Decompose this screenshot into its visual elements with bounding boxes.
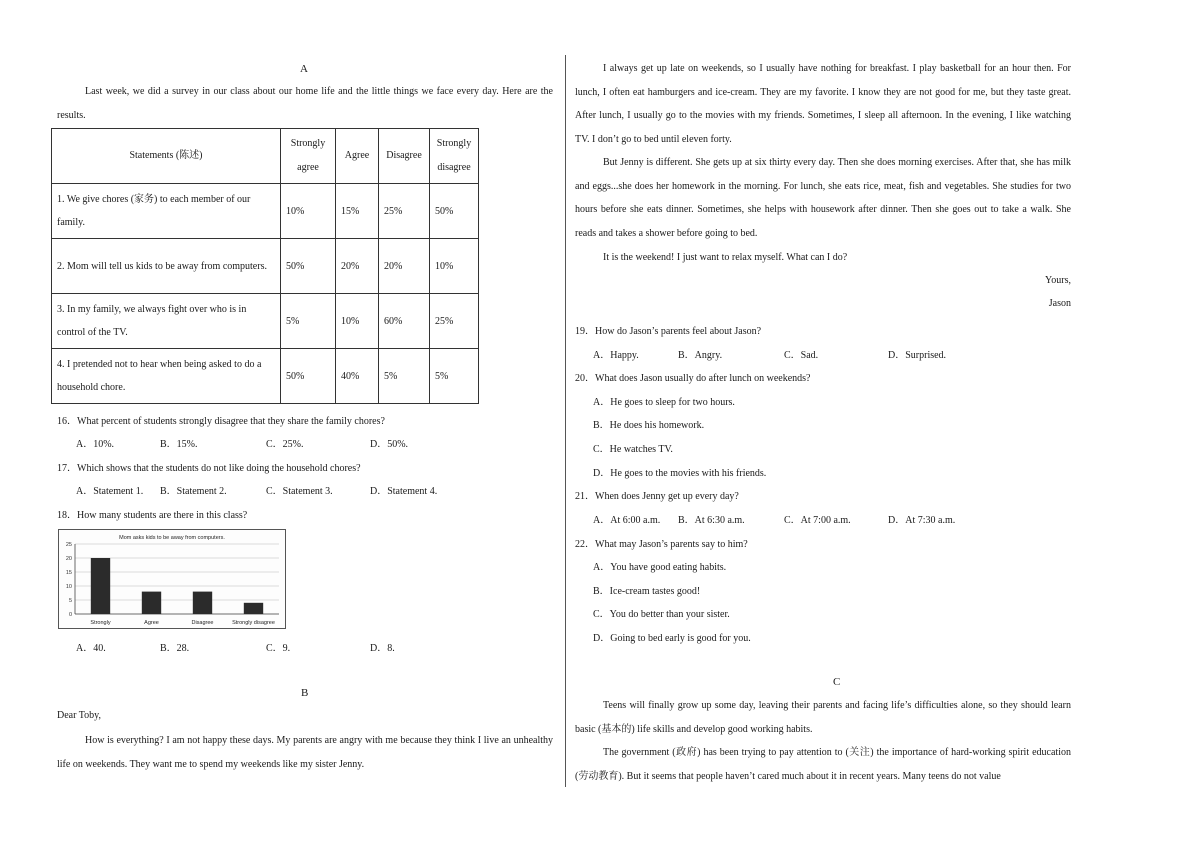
question-18: 18．How many students are there in this class? [57,510,248,521]
q16-option-b[interactable]: B．15%. [160,439,198,450]
y-tick-label: 5 [68,598,72,604]
q17-option-b[interactable]: B．Statement 2. [160,486,227,497]
section-c-paragraph-2: The government (政府) has been trying to pay attention to (关注) the importance of hard-working spirit education (劳动教育). But it seems that people haven’t cared much about it in recent years. Many teens do not value [575,747,1071,782]
x-tick-label: Agree [144,620,159,626]
q22-option-b[interactable]: B．Ice-cream tastes good! [593,586,701,597]
disagree-cell: 60% [379,294,430,349]
header-strongly-disagree: Strongly disagree [430,129,479,184]
q18-option-d[interactable]: D．8. [370,643,395,654]
table-row [52,349,479,404]
strongly-agree-cell: 10% [281,184,336,239]
q16-option-d[interactable]: D．50%. [370,439,409,450]
q20-option-d[interactable]: D．He goes to the movies with his friends. [593,468,767,479]
header-agree: Agree [336,129,379,184]
statement-cell: 2. Mom will tell us kids to be away from computers. [52,239,281,294]
strongly-agree-cell: 5% [281,294,336,349]
x-tick-label: Disagree [191,620,214,626]
q21-option-c[interactable]: C．At 7:00 a.m. [784,515,851,526]
strongly-disagree-cell: 10% [430,239,479,294]
q21-option-a[interactable]: A．At 6:00 a.m. [593,515,661,526]
strongly-disagree-cell: 25% [430,294,479,349]
q21-option-b[interactable]: B．At 6:30 a.m. [678,515,745,526]
q18-option-c[interactable]: C．9. [266,643,291,654]
q16-option-a[interactable]: A．10%. [76,439,115,450]
y-tick-label: 10 [65,584,72,590]
q18-option-a[interactable]: A．40. [76,643,106,654]
letter-paragraph-2: I always get up late on weekends, so I usually have nothing for breakfast. I play basketball for an hour then. For lunch, I often eat hamburgers and ice-cream. They are my favorite. I know they are not good for me, but they taste great. After lunch, I usually go to the movies with my friends. Sometimes, I sleep all afternoon. In the evening, I like watching TV. I don’t go to bed until eleven forty. [575,63,1071,145]
bar [91,558,110,614]
question-17: 17．Which shows that the students do not like doing the household chores? [57,463,361,474]
disagree-cell: 25% [379,184,430,239]
bar [244,603,263,614]
section-c-title: C [833,676,841,688]
statement-cell: 1. We give chores (家务) to each member of our family. [52,184,281,239]
section-a-title: A [300,63,308,75]
q17-option-a[interactable]: A．Statement 1. [76,486,144,497]
table-row [52,294,479,349]
q22-option-a[interactable]: A．You have good eating habits. [593,562,727,573]
table-row [52,184,479,239]
q20-option-a[interactable]: A．He goes to sleep for two hours. [593,397,735,408]
statement-cell: 4. I pretended not to hear when being asked to do a household chore. [52,349,281,404]
header-disagree: Disagree [379,129,430,184]
question-22: 22．What may Jason’s parents say to him? [575,539,748,550]
strongly-disagree-cell: 50% [430,184,479,239]
q22-option-c[interactable]: C．You do better than your sister. [593,609,730,620]
section-c-paragraph-1: Teens will finally grow up some day, leaving their parents and facing life’s difficulties alone, so they should learn basic (基本的) life skills and develop good working habits. [575,700,1071,735]
q17-option-d[interactable]: D．Statement 4. [370,486,438,497]
disagree-cell: 20% [379,239,430,294]
y-tick-label: 0 [68,612,72,618]
header-statements: Statements (陈述) [52,129,281,184]
bar [142,592,161,614]
letter-signature: Jason [1048,298,1071,309]
letter-paragraph-1: How is everything? I am not happy these days. My parents are angry with me because they think I live an unhealthy life on weekends. They want me to spend my weekends like my sister Jenny. [57,735,553,770]
x-tick-label: Strongly [90,620,111,626]
q19-option-c[interactable]: C．Sad. [784,350,819,361]
q17-option-c[interactable]: C．Statement 3. [266,486,333,497]
agree-cell: 10% [336,294,379,349]
table-row [52,239,479,294]
y-tick-label: 20 [65,556,72,562]
q19-option-d[interactable]: D．Surprised. [888,350,947,361]
question-20: 20．What does Jason usually do after lunch on weekends? [575,373,811,384]
agree-cell: 15% [336,184,379,239]
survey-table-header [52,129,479,184]
chart-title: Mom asks kids to be away from computers. [119,535,225,541]
question-16: 16．What percent of students strongly disagree that they share the family chores? [57,416,385,427]
q16-option-c[interactable]: C．25%. [266,439,304,450]
question-19: 19．How do Jason’s parents feel about Jason? [575,326,762,337]
agree-cell: 40% [336,349,379,404]
section-b-title: B [301,687,309,699]
bar-chart [58,529,286,629]
q18-option-b[interactable]: B．28. [160,643,190,654]
question-21: 21．When does Jenny get up every day? [575,491,739,502]
letter-salutation: Dear Toby, [57,710,102,721]
q22-option-d[interactable]: D．Going to bed early is good for you. [593,633,751,644]
disagree-cell: 5% [379,349,430,404]
q20-option-c[interactable]: C．He watches TV. [593,444,673,455]
y-tick-label: 15 [65,570,72,576]
header-strongly-agree: Strongly agree [281,129,336,184]
section-a-intro: Last week, we did a survey in our class about our home life and the little things we face every day. Here are the results. [57,86,553,121]
q21-option-d[interactable]: D．At 7:30 a.m. [888,515,956,526]
y-tick-label: 25 [65,542,72,548]
q19-option-a[interactable]: A．Happy. [593,350,639,361]
x-tick-label: Strongly disagree [232,620,275,626]
letter-paragraph-4: It is the weekend! I just want to relax myself. What can I do? [603,252,848,263]
q19-option-b[interactable]: B．Angry. [678,350,723,361]
q20-option-b[interactable]: B．He does his homework. [593,420,705,431]
strongly-agree-cell: 50% [281,349,336,404]
bar-chart-svg [59,530,285,628]
letter-paragraph-3: But Jenny is different. She gets up at six thirty every day. Then she does morning exercises. After that, she has milk and eggs...she does her homework in the morning. For lunch, she eats rice, meat, fish and vegetables. She studies for two hours before she eats dinner. Sometimes, she helps with housework after dinner. Then she goes out to take a walk. She reads and takes a shower before going to bed. [575,157,1071,239]
strongly-agree-cell: 50% [281,239,336,294]
bar [193,592,212,614]
strongly-disagree-cell: 5% [430,349,479,404]
column-divider [565,55,566,787]
agree-cell: 20% [336,239,379,294]
statement-cell: 3. In my family, we always fight over who is in control of the TV. [52,294,281,349]
letter-closing: Yours, [1045,275,1071,286]
survey-table [51,128,479,404]
